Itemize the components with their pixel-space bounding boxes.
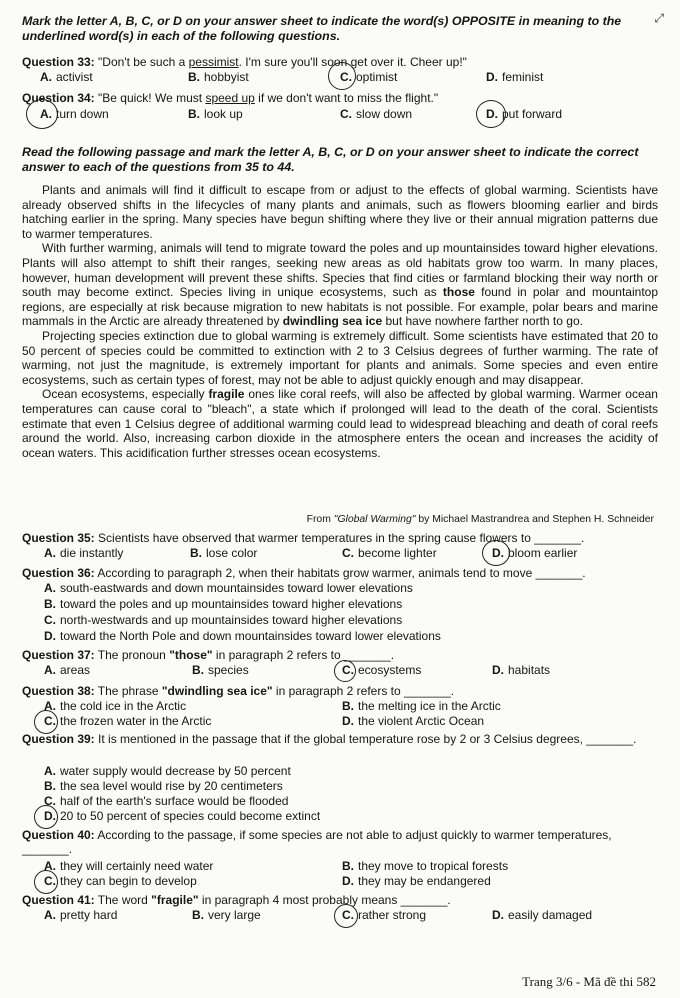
option-d[interactable]: D. easily damaged [492, 908, 593, 922]
option-c[interactable]: C. rather strong [342, 908, 427, 922]
question-36 [22, 566, 658, 580]
question-text: "Don't be such a [94, 55, 189, 69]
question-label: Question 37: [22, 648, 95, 662]
option-b[interactable]: B. toward the poles and up mountainsides toward higher elevations [44, 597, 403, 611]
question-text: It is mentioned in the passage that if the global temperature rose by 2 or 3 Celsius degrees, _______. [94, 732, 637, 746]
question-text: "Be quick! We must [94, 91, 206, 105]
answer-circle-mark [476, 100, 506, 128]
option-b[interactable]: B. they move to tropical forests [342, 859, 509, 873]
bold-term: "those" [169, 648, 213, 662]
option-c[interactable]: C. north-westwards and up mountainsides toward higher elevations [44, 613, 403, 627]
option-d[interactable]: D. habitats [492, 663, 551, 677]
question-34 [22, 91, 658, 105]
option-a[interactable]: A. water supply would decrease by 50 percent [44, 764, 291, 778]
answer-circle-mark [328, 62, 356, 90]
option-c[interactable]: C. slow down [340, 107, 413, 121]
option-c[interactable]: C. half of the earth's surface would be flooded [44, 794, 289, 808]
option-d[interactable]: D. they may be endangered [342, 874, 491, 888]
option-b[interactable]: B. the melting ice in the Arctic [342, 699, 501, 713]
option-d[interactable]: D. the violent Arctic Ocean [342, 714, 485, 728]
answer-circle-mark [34, 805, 58, 829]
reading-passage [22, 183, 658, 460]
answer-circle-mark [34, 870, 58, 894]
question-38 [22, 684, 658, 698]
answer-circle-mark [334, 660, 356, 682]
option-d[interactable]: D. bloom earlier [492, 546, 578, 560]
option-b[interactable]: B. hobbyist [188, 70, 249, 84]
question-text: Scientists have observed that warmer temperatures in the spring cause flowers to _______. [94, 531, 585, 545]
question-text: The pronoun [94, 648, 170, 662]
option-a[interactable]: A. south-eastwards and down mountainsides toward lower elevations [44, 581, 413, 595]
answer-circle-mark [26, 99, 58, 129]
option-c[interactable]: C. become lighter [342, 546, 437, 560]
question-text: . I'm sure you'll soon get over it. Cheer up!" [238, 55, 467, 69]
option-c[interactable]: C. they can begin to develop [44, 874, 197, 888]
option-a[interactable]: A. pretty hard [44, 908, 118, 922]
paragraph-2: With further warming, animals will tend to migrate toward the poles and up mountainsides toward higher elevations. Plants will also attempt to shift their ranges, seeking new areas as old habitats grow too warm. In many places, however, human development will prevent these shifts. Species that find cities or farmland blocking their way north or south may become extinct. Species living in unique ecosystems, such as those found in polar and mountaintop regions, are especially at risk because migration to new habitats is not possible. For example, polar bears and marine mammals in the Arctic are already threatened by dwindling sea ice but have nowhere farther north to go. [22, 241, 658, 329]
option-b[interactable]: B. species [192, 663, 249, 677]
question-text: if we don't want to miss the flight." [254, 91, 439, 105]
question-label: Question 41: [22, 893, 95, 907]
option-b[interactable]: B. the sea level would rise by 20 centimeters [44, 779, 283, 793]
question-label: Question 35: [22, 531, 95, 545]
question-text: The phrase [94, 684, 162, 698]
underlined-word: speed up [205, 91, 255, 105]
question-text: According to paragraph 2, when their habitats grow warmer, animals tend to move _______. [94, 566, 586, 580]
option-d[interactable]: D. 20 to 50 percent of species could become extinct [44, 809, 321, 823]
question-text: According to the passage, if some species are not able to adjust quickly to warmer temperatures, _______. [22, 828, 612, 856]
option-a[interactable]: A. activist [40, 70, 93, 84]
instruction-opposite: Mark the letter A, B, C, or D on your answer sheet to indicate the word(s) OPPOSITE in meaning to the underlined word(s) in each of the following questions. [22, 14, 622, 43]
option-d[interactable]: D. feminist [486, 70, 544, 84]
bold-term: "fragile" [151, 893, 199, 907]
option-d[interactable]: D. put forward [486, 107, 563, 121]
question-35 [22, 531, 658, 545]
question-text: in paragraph 4 most probably means _______. [198, 893, 451, 907]
question-label: Question 39: [22, 732, 95, 746]
instruction-passage: Read the following passage and mark the letter A, B, C, or D on your answer sheet to indicate the correct answer to each of the questions from 35 to 44. [22, 145, 639, 174]
question-label: Question 36: [22, 566, 95, 580]
question-39 [22, 732, 658, 746]
option-d[interactable]: D. toward the North Pole and down mountainsides toward lower elevations [44, 629, 441, 643]
answer-circle-mark [34, 710, 58, 734]
option-a[interactable]: A. the cold ice in the Arctic [44, 699, 187, 713]
paragraph-3: Projecting species extinction due to global warming is extremely difficult. Some scientists have estimated that 20 to 50 percent of species could be committed to extinction with 2 to 3 Celsius degrees of further warming. The rate of warming, not just the magnitude, is extremely important for plants and animals. Some species and even entire ecosystems, such as certain types of forest, may not be able to adjust quickly enough and may disappear. [22, 328, 658, 387]
underlined-word: pessimist [188, 55, 239, 69]
option-c[interactable]: C. optimist [340, 70, 398, 84]
bold-term: "dwindling sea ice" [161, 684, 273, 698]
question-label: Question 34: [22, 91, 95, 105]
options-38b [0, 714, 680, 728]
option-a[interactable]: A. die instantly [44, 546, 124, 560]
option-a[interactable]: A. they will certainly need water [44, 859, 214, 873]
option-b[interactable]: B. look up [188, 107, 243, 121]
answer-circle-mark [334, 904, 358, 928]
options-35 [0, 546, 680, 560]
question-label: Question 38: [22, 684, 95, 698]
option-b[interactable]: B. lose color [190, 546, 258, 560]
expand-icon[interactable]: ⤢ [654, 11, 664, 25]
paragraph-4: Ocean ecosystems, especially fragile ones like coral reefs, will also be affected by global warming. Warmer ocean temperatures can cause coral to "bleach", a state which if prolonged will lead to the death of the coral. Scientists estimate that even 1 Celsius degree of additional warming could lead to widespread bleaching and death of coral reefs around the world. Also, increasing carbon dioxide in the atmosphere enters the ocean and increases the acidity of ocean waters. This acidification further stresses ocean ecosystems. [22, 387, 658, 460]
source-citation: From "Global Warming" by Michael Mastrandrea and Stephen H. Schneider [306, 514, 654, 525]
question-label: Question 33: [22, 55, 95, 69]
question-label: Question 40: [22, 828, 95, 842]
page-footer: Trang 3/6 - Mã đề thi 582 [522, 974, 656, 989]
option-b[interactable]: B. very large [192, 908, 261, 922]
question-text: The word [94, 893, 152, 907]
options-38a [0, 699, 680, 713]
option-a[interactable]: A. areas [44, 663, 91, 677]
question-text: in paragraph 2 refers to _______. [272, 684, 455, 698]
options-40a [0, 859, 680, 873]
option-c[interactable]: C. the frozen water in the Arctic [44, 714, 212, 728]
option-c[interactable]: C. ecosystems [342, 663, 422, 677]
question-text: in paragraph 2 refers to _______. [212, 648, 395, 662]
answer-circle-mark [482, 540, 510, 566]
option-a[interactable]: A. turn down [40, 107, 109, 121]
question-40 [22, 828, 658, 856]
paragraph-1: Plants and animals will find it difficult to escape from or adjust to the effects of global warming. Scientists have already observed shifts in the lifecycles of many plants and animals, such as flowers blooming earlier and birds hatching earlier in the spring. Many species have begun shifting where they live or their annual migration patterns due to warmer temperatures. [22, 183, 658, 241]
options-40b [0, 874, 680, 888]
options-34 [0, 107, 680, 121]
